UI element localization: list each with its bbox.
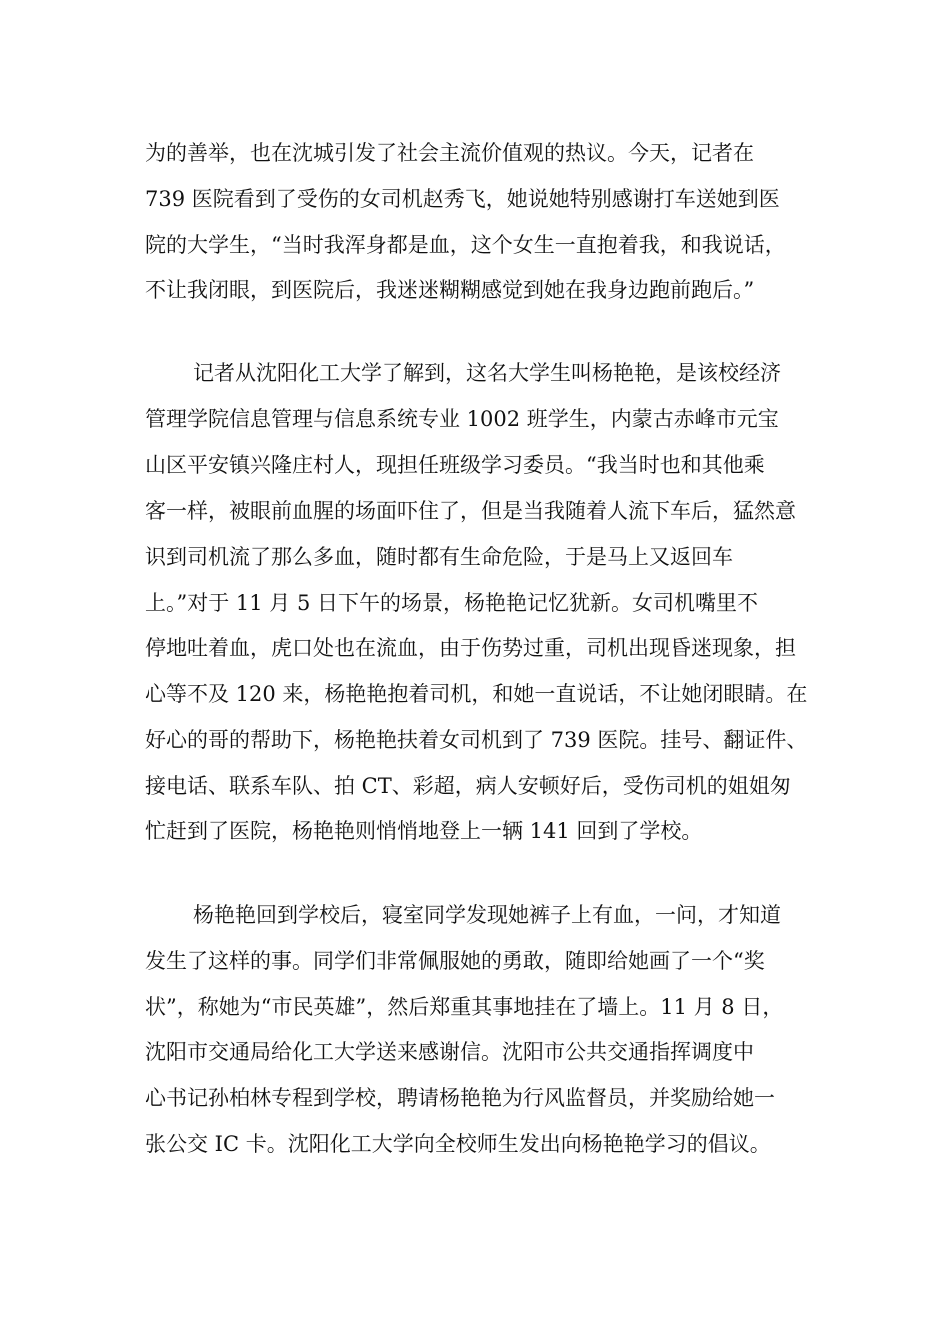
paragraph-3-line-3: 状”，称她为“市民英雄”，然后郑重其事地挂在了墙上。11 月 8 日， [145,995,784,1019]
paragraph-2-line-8: 心等不及 120 来，杨艳艳抱着司机，和她一直说话，不让她闭眼睛。在 [145,682,808,706]
paragraph-1-line-1: 为的善举，也在沈城引发了社会主流价值观的热议。今天，记者在 [145,141,754,165]
paragraph-2-line-9: 好心的哥的帮助下，杨艳艳扶着女司机到了 739 医院。挂号、翻证件、 [145,728,808,752]
paragraph-1-line-4: 不让我闭眼，到医院后，我迷迷糊糊感觉到她在我身边跑前跑后。” [145,278,755,302]
paragraph-3-line-6: 张公交 IC 卡。沈阳化工大学向全校师生发出向杨艳艳学习的倡议。 [145,1132,771,1156]
paragraph-3-line-2: 发生了这样的事。同学们非常佩服她的勇敢，随即给她画了一个“奖 [145,949,765,973]
paragraph-2-line-4: 客一样，被眼前血腥的场面吓住了，但是当我随着人流下车后，猛然意 [145,499,796,523]
paragraph-2-line-5: 识到司机流了那么多血，随时都有生命危险，于是马上又返回车 [145,545,733,569]
paragraph-2-line-2: 管理学院信息管理与信息系统专业 1002 班学生，内蒙古赤峰市元宝 [145,407,779,431]
paragraph-1-line-2: 739 医院看到了受伤的女司机赵秀飞，她说她特别感谢打车送她到医 [145,187,780,211]
paragraph-2-line-1: 记者从沈阳化工大学了解到，这名大学生叫杨艳艳，是该校经济 [193,361,781,385]
paragraph-2-line-3: 山区平安镇兴隆庄村人，现担任班级学习委员。“我当时也和其他乘 [145,453,765,477]
paragraph-2-line-11: 忙赶到了医院，杨艳艳则悄悄地登上一辆 141 回到了学校。 [145,819,703,843]
paragraph-2-line-6: 上。”对于 11 月 5 日下午的场景，杨艳艳记忆犹新。女司机嘴里不 [145,591,759,615]
paragraph-3-line-4: 沈阳市交通局给化工大学送来感谢信。沈阳市公共交通指挥调度中 [145,1040,754,1064]
paragraph-1-line-3: 院的大学生，“当时我浑身都是血，这个女生一直抱着我，和我说话， [145,233,786,257]
article-body [145,0,825,1344]
paragraph-2-line-7: 停地吐着血，虎口处也在流血，由于伤势过重，司机出现昏迷现象，担 [145,636,796,660]
paragraph-3-line-1: 杨艳艳回到学校后，寝室同学发现她裤子上有血，一问，才知道 [193,903,781,927]
paragraph-3-line-5: 心书记孙柏林专程到学校，聘请杨艳艳为行风监督员，并奖励给她一 [145,1086,775,1110]
paragraph-2-line-10: 接电话、联系车队、拍 CT、彩超，病人安顿好后，受伤司机的姐姐匆 [145,774,791,798]
